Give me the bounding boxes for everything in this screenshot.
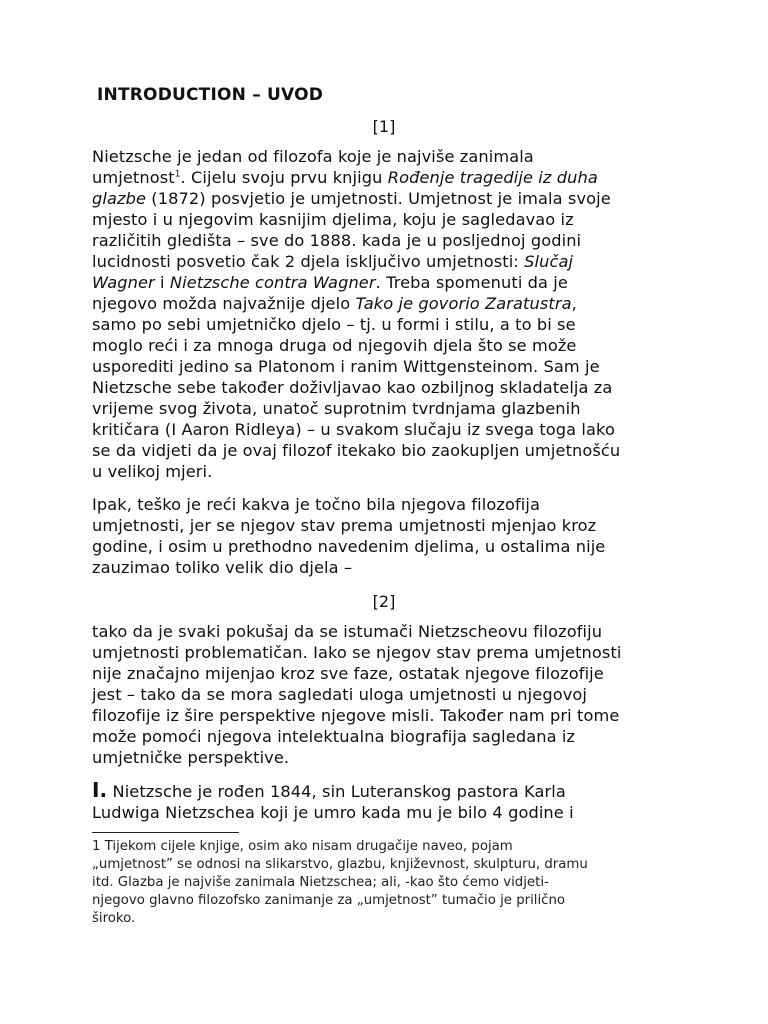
footnote [92, 838, 692, 928]
text-line: godine, i osim u prethodno navedenim djelima, u ostalima nije [92, 537, 606, 556]
text-line [92, 780, 692, 802]
text-line: umjetnosti problematičan. Iako se njegov stav prema umjetnosti [92, 643, 622, 662]
text-line: usporediti jedino sa Platonom i ranim Wittgensteinom. Sam je [92, 357, 600, 376]
footnote-reference[interactable]: 1 [174, 169, 181, 180]
text-run: (1872) posvjetio je umjetnosti. Umjetnost je imala svoje [146, 189, 611, 208]
text-run: . Cijelu svoju prvu knjigu [180, 168, 388, 187]
paragraph-4 [92, 780, 692, 823]
book-title: Wagner [92, 273, 155, 292]
book-title: Slučaj [524, 252, 574, 271]
footnote-line: „umjetnost” se odnosi na slikarstvo, glazbu, književnost, skulpturu, dramu [92, 857, 588, 872]
text-run: . Treba spomenuti da je [375, 273, 568, 292]
text-line: umjetničke perspektive. [92, 748, 290, 767]
text-run: Nietzsche je rođen 1844, sin Luteranskog pastora Karla [107, 782, 566, 801]
text-line: kritičara (I Aaron Ridleya) – u svakom slučaju iz svega toga lako [92, 420, 615, 439]
text-line: može pomoći njegova intelektualna biografija sagledana iz [92, 727, 576, 746]
text-line: zauzimao toliko velik dio djela – [92, 558, 353, 577]
section-numeral: I. [92, 778, 108, 802]
text-line [92, 167, 692, 188]
text-line: nije značajno mijenjao kroz sve faze, ostatak njegove filozofije [92, 664, 604, 683]
paragraph-3 [92, 621, 692, 768]
book-title: glazbe [92, 189, 147, 208]
footnote-separator [92, 832, 239, 833]
text-run: , [571, 294, 577, 313]
book-title: Rođenje tragedije iz duha [387, 168, 598, 187]
text-line: u velikoj mjeri. [92, 462, 213, 481]
text-line: umjetnosti, jer se njegov stav prema umjetnosti mjenjao kroz [92, 516, 597, 535]
text-line: mjesto i u njegovim kasnijim djelima, koju je sagledavao iz [92, 210, 574, 229]
text-line: Nietzsche sebe također doživljavao kao ozbiljnog skladatelja za [92, 378, 613, 397]
footnote-line: njegovo glavno filozofsko zanimanje za „umjetnost” tumačio je prilično [92, 893, 566, 908]
section-heading: INTRODUCTION – UVOD [97, 85, 324, 105]
text-line: se da vidjeti da je ovaj filozof itekako bio zaokupljen umjetnošću [92, 441, 621, 460]
paragraph-1 [92, 146, 692, 482]
text-line: jest – tako da se mora sagledati uloga umjetnosti u njegovoj [92, 685, 587, 704]
text-line [92, 188, 692, 209]
text-line [92, 272, 692, 293]
page-marker-1: [1] [372, 117, 396, 136]
paragraph-2 [92, 494, 692, 578]
text-run: i [154, 273, 170, 292]
text-line: vrijeme svog života, unatoč suprotnim tvrdnjama glazbenih [92, 399, 581, 418]
text-line: Ipak, teško je reći kakva je točno bila njegova filozofija [92, 495, 540, 514]
text-line: Ludwiga Nietzschea koji je umro kada mu je bilo 4 godine i [92, 803, 574, 822]
text-run: lucidnosti posvetio čak 2 djela isključivo umjetnosti: [92, 252, 525, 271]
text-run: njegovo možda najvažnije djelo [92, 294, 356, 313]
text-line: samo po sebi umjetničko djelo – tj. u formi i stilu, a to bi se [92, 315, 576, 334]
text-line: tako da je svaki pokušaj da se istumači Nietzscheovu filozofiju [92, 622, 603, 641]
text-line: Nietzsche je jedan od filozofa koje je najviše zanimala [92, 147, 534, 166]
footnote-line: široko. [92, 911, 136, 926]
footnote-line: itd. Glazba je najviše zanimala Nietzschea; ali, -kao što ćemo vidjeti- [92, 875, 549, 890]
text-line [92, 293, 692, 314]
book-title: Nietzsche contra Wagner [169, 273, 376, 292]
text-run: umjetnost [92, 168, 175, 187]
book-title: Tako je govorio Zaratustra [355, 294, 572, 313]
text-line: filozofije iz šire perspektive njegove misli. Također nam pri tome [92, 706, 620, 725]
footnote-line: 1 Tijekom cijele knjige, osim ako nisam drugačije naveo, pojam [92, 839, 513, 854]
text-line: moglo reći i za mnoga druga od njegovih djela što se može [92, 336, 577, 355]
page-marker-2: [2] [372, 592, 396, 611]
text-line [92, 251, 692, 272]
text-line: različitih gledišta – sve do 1888. kada je u posljednoj godini [92, 231, 582, 250]
